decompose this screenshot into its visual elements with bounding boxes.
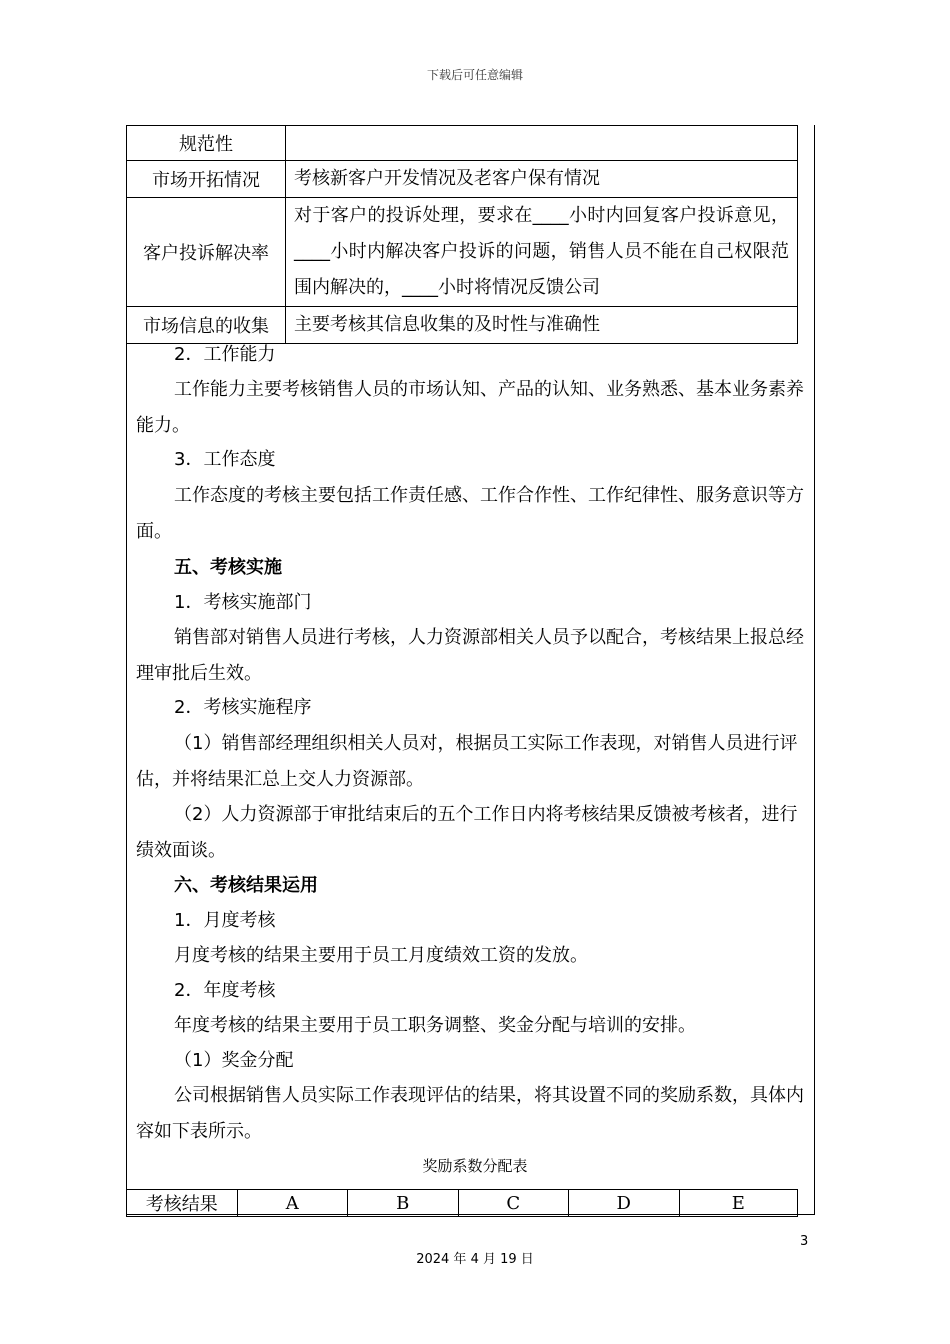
header-note: 下载后可任意编辑	[426, 68, 523, 82]
paragraph: 月度考核的结果主要用于员工月度绩效工资的发放。	[174, 945, 588, 966]
subheading: （1）奖金分配	[174, 1050, 294, 1071]
table-row	[127, 1190, 798, 1217]
page-number: 3	[800, 1234, 809, 1249]
paragraph: 工作能力主要考核销售人员的市场认知、产品的认知、业务熟悉、基本业务素养能力。	[136, 379, 804, 436]
table-row	[127, 198, 798, 307]
subheading: 3．工作态度	[174, 449, 276, 470]
subheading: 1．月度考核	[174, 910, 276, 931]
criteria-table	[126, 125, 798, 344]
subheading: 2．年度考核	[174, 980, 276, 1001]
table-row	[127, 161, 798, 198]
bonus-table	[126, 1189, 798, 1217]
criteria-key: 规范性	[127, 126, 286, 161]
table-row	[127, 126, 798, 161]
paragraph: （1）销售部经理组织相关人员对，根据员工实际工作表现，对销售人员进行评估，并将结果汇总上交人力资源部。	[136, 733, 798, 790]
criteria-key: 客户投诉解决率	[127, 198, 286, 307]
table-header-cell: 考核结果	[127, 1190, 238, 1217]
paragraph: （2）人力资源部于审批结束后的五个工作日内将考核结果反馈被考核者，进行绩效面谈。	[136, 804, 798, 861]
table-header-cell: E	[679, 1190, 797, 1217]
paragraph: 公司根据销售人员实际工作表现评估的结果，将其设置不同的奖励系数，具体内容如下表所示。	[136, 1085, 804, 1142]
table-header-cell: A	[237, 1190, 348, 1217]
criteria-value: 对于客户的投诉处理，要求在____小时内回复客户投诉意见，____小时内解决客户投诉的问题，销售人员不能在自己权限范围内解决的，____小时将情况反馈公司	[286, 198, 798, 307]
paragraph: 销售部对销售人员进行考核，人力资源部相关人员予以配合，考核结果上报总经理审批后生效。	[136, 627, 804, 684]
criteria-value	[286, 126, 798, 161]
section-heading: 六、考核结果运用	[174, 875, 318, 896]
table-header-cell: C	[458, 1190, 569, 1217]
criteria-key: 市场开拓情况	[127, 161, 286, 198]
criteria-value: 主要考核其信息收集的及时性与准确性	[286, 307, 798, 344]
table-caption: 奖励系数分配表	[422, 1157, 528, 1175]
subheading: 2．考核实施程序	[174, 697, 312, 718]
table-header-cell: B	[348, 1190, 459, 1217]
paragraph: 工作态度的考核主要包括工作责任感、工作合作性、工作纪律性、服务意识等方面。	[136, 485, 804, 542]
criteria-value: 考核新客户开发情况及老客户保有情况	[286, 161, 798, 198]
subheading: 1．考核实施部门	[174, 592, 312, 613]
section-heading: 五、考核实施	[174, 557, 282, 578]
criteria-key: 市场信息的收集	[127, 307, 286, 344]
footer-date: 2024 年 4 月 19 日	[416, 1252, 534, 1267]
table-header-cell: D	[569, 1190, 680, 1217]
paragraph: 年度考核的结果主要用于员工职务调整、奖金分配与培训的安排。	[174, 1015, 696, 1036]
subheading: 2．工作能力	[174, 344, 276, 365]
